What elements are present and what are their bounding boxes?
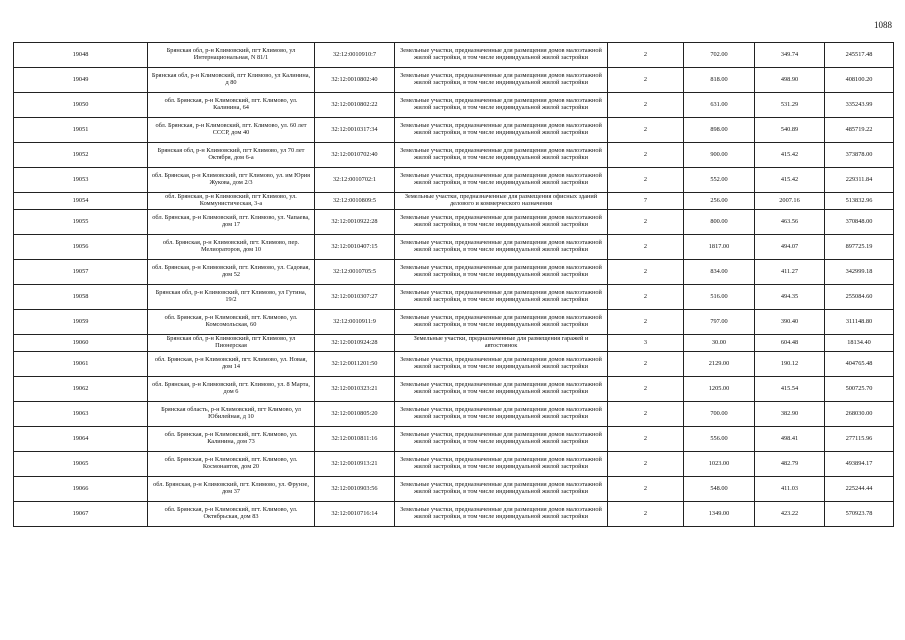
table-row	[14, 93, 894, 118]
unit-value-cell: 494.35	[755, 285, 825, 310]
table-row	[14, 377, 894, 402]
cadastral-number-cell: 32:12:0010307:27	[315, 285, 395, 310]
unit-value-cell: 531.29	[755, 93, 825, 118]
address-cell: обл. Брянская, р-н Климовский, пгт. Климово, пер. Мелиораторов, дом 10	[148, 235, 315, 260]
cadastral-number-cell: 32:12:0010802:40	[315, 68, 395, 93]
group-cell: 2	[608, 260, 684, 285]
unit-value-cell: 349.74	[755, 43, 825, 68]
land-use-cell: Земельные участки, предназначенные для размещения домов малоэтажной жилой застройки, в том числе индивидуальной жилой застройки	[395, 43, 608, 68]
table-row	[14, 118, 894, 143]
land-use-cell: Земельные участки, предназначенные для размещения домов малоэтажной жилой застройки, в том числе индивидуальной жилой застройки	[395, 68, 608, 93]
land-use-cell: Земельные участки, предназначенные для размещения домов малоэтажной жилой застройки, в том числе индивидуальной жилой застройки	[395, 235, 608, 260]
table-row	[14, 193, 894, 210]
group-cell: 2	[608, 402, 684, 427]
row-number-cell: 19050	[14, 93, 148, 118]
table-body	[14, 43, 894, 527]
cadastral-value-cell: 570923.78	[825, 502, 894, 527]
cadastral-value-cell: 18134.40	[825, 335, 894, 352]
cadastral-value-cell: 373878.00	[825, 143, 894, 168]
cadastral-value-cell: 485719.22	[825, 118, 894, 143]
address-cell: Брянская обл, р-н Климовский, пгт Климово, ул 70 лет Октября, дом 6-а	[148, 143, 315, 168]
area-cell: 548.00	[684, 477, 755, 502]
cadastral-number-cell: 32:12:0010809:5	[315, 193, 395, 210]
group-cell: 2	[608, 43, 684, 68]
row-number-cell: 19053	[14, 168, 148, 193]
area-cell: 797.00	[684, 310, 755, 335]
table-row	[14, 335, 894, 352]
area-cell: 256.00	[684, 193, 755, 210]
address-cell: обл. Брянская, р-н Климовский, пгт. Климово, ул. Октябрьская, дом 83	[148, 502, 315, 527]
land-use-cell: Земельные участки, предназначенные для размещения домов малоэтажной жилой застройки, в том числе индивидуальной жилой застройки	[395, 285, 608, 310]
cadastral-value-cell: 404765.48	[825, 352, 894, 377]
row-number-cell: 19066	[14, 477, 148, 502]
cadastral-value-cell: 897725.19	[825, 235, 894, 260]
address-cell: Брянская область, р-н Климовский, пгт Климово, ул Юбилейная, д 10	[148, 402, 315, 427]
cadastral-value-cell: 500725.70	[825, 377, 894, 402]
row-number-cell: 19048	[14, 43, 148, 68]
area-cell: 1023.00	[684, 452, 755, 477]
unit-value-cell: 415.42	[755, 143, 825, 168]
table-row	[14, 352, 894, 377]
unit-value-cell: 482.79	[755, 452, 825, 477]
cadastral-value-cell: 493894.17	[825, 452, 894, 477]
table-row	[14, 43, 894, 68]
row-number-cell: 19059	[14, 310, 148, 335]
land-use-cell: Земельные участки, предназначенные для размещения домов малоэтажной жилой застройки, в том числе индивидуальной жилой застройки	[395, 402, 608, 427]
row-number-cell: 19061	[14, 352, 148, 377]
table-row	[14, 168, 894, 193]
land-use-cell: Земельные участки, предназначенные для размещения домов малоэтажной жилой застройки, в том числе индивидуальной жилой застройки	[395, 427, 608, 452]
unit-value-cell: 411.27	[755, 260, 825, 285]
land-use-cell: Земельные участки, предназначенные для размещения домов малоэтажной жилой застройки, в том числе индивидуальной жилой застройки	[395, 168, 608, 193]
table-row	[14, 68, 894, 93]
row-number-cell: 19052	[14, 143, 148, 168]
address-cell: обл. Брянская, р-н Климовский, пгт. Климово, ул. Садовая, дом 52	[148, 260, 315, 285]
table-row	[14, 502, 894, 527]
cadastral-value-cell: 408100.20	[825, 68, 894, 93]
row-number-cell: 19054	[14, 193, 148, 210]
row-number-cell: 19051	[14, 118, 148, 143]
table-row	[14, 210, 894, 235]
land-use-cell: Земельные участки, предназначенные для размещения домов малоэтажной жилой застройки, в том числе индивидуальной жилой застройки	[395, 93, 608, 118]
unit-value-cell: 494.07	[755, 235, 825, 260]
land-use-cell: Земельные участки, предназначенные для размещения домов малоэтажной жилой застройки, в том числе индивидуальной жилой застройки	[395, 310, 608, 335]
area-cell: 1205.00	[684, 377, 755, 402]
group-cell: 2	[608, 377, 684, 402]
table-row	[14, 452, 894, 477]
cadastral-number-cell: 32:12:0010922:28	[315, 210, 395, 235]
address-cell: обл. Брянская, р-н Климовский, пгт Климово, ул. Коммунистическая, 3-а	[148, 193, 315, 210]
address-cell: обл. Брянская, р-н Климовский, пгт. Климово, ул. Чапаева, дом 17	[148, 210, 315, 235]
cadastral-value-cell: 255084.60	[825, 285, 894, 310]
group-cell: 7	[608, 193, 684, 210]
row-number-cell: 19067	[14, 502, 148, 527]
cadastral-number-cell: 32:12:0010910:7	[315, 43, 395, 68]
table-row	[14, 477, 894, 502]
row-number-cell: 19063	[14, 402, 148, 427]
cadastral-number-cell: 32:12:0010317:34	[315, 118, 395, 143]
group-cell: 2	[608, 118, 684, 143]
address-cell: обл. Брянская, р-н Климовский, пгт. Климово, ул. Фрунзе, дом 37	[148, 477, 315, 502]
address-cell: обл. Брянская, р-н Климовский, пгт. Климово, ул. Космонавтов, дом 20	[148, 452, 315, 477]
area-cell: 2129.00	[684, 352, 755, 377]
unit-value-cell: 604.48	[755, 335, 825, 352]
address-cell: обл. Брянская, р-н Климовский, пгт. Климово, ул. Калинина, 64	[148, 93, 315, 118]
group-cell: 2	[608, 452, 684, 477]
group-cell: 2	[608, 477, 684, 502]
land-use-cell: Земельные участки, предназначенные для размещения офисных зданий делового и коммерческого назначения	[395, 193, 608, 210]
land-use-cell: Земельные участки, предназначенные для размещения домов малоэтажной жилой застройки, в том числе индивидуальной жилой застройки	[395, 210, 608, 235]
table-row	[14, 143, 894, 168]
area-cell: 818.00	[684, 68, 755, 93]
unit-value-cell: 390.40	[755, 310, 825, 335]
row-number-cell: 19062	[14, 377, 148, 402]
row-number-cell: 19055	[14, 210, 148, 235]
area-cell: 556.00	[684, 427, 755, 452]
cadastral-value-cell: 245517.48	[825, 43, 894, 68]
row-number-cell: 19064	[14, 427, 148, 452]
row-number-cell: 19065	[14, 452, 148, 477]
group-cell: 2	[608, 93, 684, 118]
group-cell: 2	[608, 143, 684, 168]
cadastral-value-cell: 229311.84	[825, 168, 894, 193]
area-cell: 1817.00	[684, 235, 755, 260]
cadastral-number-cell: 32:12:0010924:28	[315, 335, 395, 352]
unit-value-cell: 540.89	[755, 118, 825, 143]
cadastral-value-cell: 370848.00	[825, 210, 894, 235]
row-number-cell: 19058	[14, 285, 148, 310]
row-number-cell: 19057	[14, 260, 148, 285]
cadastral-value-cell: 225244.44	[825, 477, 894, 502]
cadastral-number-cell: 32:12:0010911:9	[315, 310, 395, 335]
address-cell: обл. Брянская, р-н Климовский, пгт. Климово, ул. 60 лет СССР, дом 40	[148, 118, 315, 143]
land-use-cell: Земельные участки, предназначенные для размещения гаражей и автостоянок	[395, 335, 608, 352]
page-number: 1088	[874, 20, 892, 30]
group-cell: 2	[608, 427, 684, 452]
land-use-cell: Земельные участки, предназначенные для размещения домов малоэтажной жилой застройки, в том числе индивидуальной жилой застройки	[395, 352, 608, 377]
cadastral-number-cell: 32:12:0010702:1	[315, 168, 395, 193]
group-cell: 2	[608, 210, 684, 235]
address-cell: обл. Брянская, р-н Климовский, пгт. Климово, ул. 8 Марта, дом 6	[148, 377, 315, 402]
address-cell: Брянская обл, р-н Климовский, пгт Климово, ул Гутина, 19/2	[148, 285, 315, 310]
unit-value-cell: 411.03	[755, 477, 825, 502]
land-use-cell: Земельные участки, предназначенные для размещения домов малоэтажной жилой застройки, в том числе индивидуальной жилой застройки	[395, 452, 608, 477]
group-cell: 2	[608, 352, 684, 377]
land-use-cell: Земельные участки, предназначенные для размещения домов малоэтажной жилой застройки, в том числе индивидуальной жилой застройки	[395, 260, 608, 285]
cadastral-value-cell: 311148.80	[825, 310, 894, 335]
group-cell: 2	[608, 285, 684, 310]
address-cell: обл. Брянская, р-н Климовский, пгт. Климово, ул. Новая, дом 14	[148, 352, 315, 377]
table-row	[14, 427, 894, 452]
address-cell: Брянская обл, р-н Климовский, пгт Климово, ул Калинина, д 80	[148, 68, 315, 93]
group-cell: 2	[608, 68, 684, 93]
area-cell: 834.00	[684, 260, 755, 285]
unit-value-cell: 2007.16	[755, 193, 825, 210]
row-number-cell: 19060	[14, 335, 148, 352]
area-cell: 800.00	[684, 210, 755, 235]
unit-value-cell: 498.41	[755, 427, 825, 452]
unit-value-cell: 463.56	[755, 210, 825, 235]
unit-value-cell: 415.42	[755, 168, 825, 193]
cadastral-number-cell: 32:12:0010407:15	[315, 235, 395, 260]
unit-value-cell: 498.90	[755, 68, 825, 93]
area-cell: 552.00	[684, 168, 755, 193]
cadastral-number-cell: 32:12:0010702:40	[315, 143, 395, 168]
cadastral-value-cell: 342999.18	[825, 260, 894, 285]
cadastral-number-cell: 32:12:0011201:50	[315, 352, 395, 377]
group-cell: 2	[608, 235, 684, 260]
table-row	[14, 285, 894, 310]
unit-value-cell: 190.12	[755, 352, 825, 377]
area-cell: 700.00	[684, 402, 755, 427]
cadastral-number-cell: 32:12:0010716:14	[315, 502, 395, 527]
cadastral-value-table	[13, 42, 894, 527]
cadastral-number-cell: 32:12:0010913:21	[315, 452, 395, 477]
cadastral-number-cell: 32:12:0010802:22	[315, 93, 395, 118]
group-cell: 3	[608, 335, 684, 352]
group-cell: 2	[608, 168, 684, 193]
unit-value-cell: 382.90	[755, 402, 825, 427]
land-use-cell: Земельные участки, предназначенные для размещения домов малоэтажной жилой застройки, в том числе индивидуальной жилой застройки	[395, 502, 608, 527]
row-number-cell: 19056	[14, 235, 148, 260]
address-cell: Брянская обл, р-н Климовский, пгт Климово, ул Пионерская	[148, 335, 315, 352]
area-cell: 1349.00	[684, 502, 755, 527]
unit-value-cell: 423.22	[755, 502, 825, 527]
cadastral-value-cell: 513832.96	[825, 193, 894, 210]
table-row	[14, 310, 894, 335]
area-cell: 898.00	[684, 118, 755, 143]
group-cell: 2	[608, 310, 684, 335]
land-use-cell: Земельные участки, предназначенные для размещения домов малоэтажной жилой застройки, в том числе индивидуальной жилой застройки	[395, 477, 608, 502]
cadastral-number-cell: 32:12:0010805:20	[315, 402, 395, 427]
area-cell: 516.00	[684, 285, 755, 310]
land-use-cell: Земельные участки, предназначенные для размещения домов малоэтажной жилой застройки, в том числе индивидуальной жилой застройки	[395, 143, 608, 168]
area-cell: 631.00	[684, 93, 755, 118]
table-row	[14, 235, 894, 260]
row-number-cell: 19049	[14, 68, 148, 93]
cadastral-number-cell: 32:12:0010705:5	[315, 260, 395, 285]
table-row	[14, 402, 894, 427]
cadastral-number-cell: 32:12:0010811:16	[315, 427, 395, 452]
address-cell: Брянская обл, р-н Климовский, пгт Климово, ул Интернациональная, N 81/1	[148, 43, 315, 68]
address-cell: обл. Брянская, р-н Климовский, пгт. Климово, ул. Калинина, дом 73	[148, 427, 315, 452]
area-cell: 702.00	[684, 43, 755, 68]
area-cell: 900.00	[684, 143, 755, 168]
table-row	[14, 260, 894, 285]
group-cell: 2	[608, 502, 684, 527]
cadastral-number-cell: 32:12:0010323:21	[315, 377, 395, 402]
land-use-cell: Земельные участки, предназначенные для размещения домов малоэтажной жилой застройки, в том числе индивидуальной жилой застройки	[395, 118, 608, 143]
land-use-cell: Земельные участки, предназначенные для размещения домов малоэтажной жилой застройки, в том числе индивидуальной жилой застройки	[395, 377, 608, 402]
unit-value-cell: 415.54	[755, 377, 825, 402]
cadastral-value-cell: 277115.96	[825, 427, 894, 452]
cadastral-number-cell: 32:12:0010903:56	[315, 477, 395, 502]
cadastral-value-cell: 268030.00	[825, 402, 894, 427]
address-cell: обл. Брянская, р-н Климовский, пгт Климово, ул. им Юрия Жукова, дом 2/3	[148, 168, 315, 193]
area-cell: 30.00	[684, 335, 755, 352]
address-cell: обл. Брянская, р-н Климовский, пгт. Климово, ул. Комсомольская, 60	[148, 310, 315, 335]
cadastral-value-cell: 335243.99	[825, 93, 894, 118]
